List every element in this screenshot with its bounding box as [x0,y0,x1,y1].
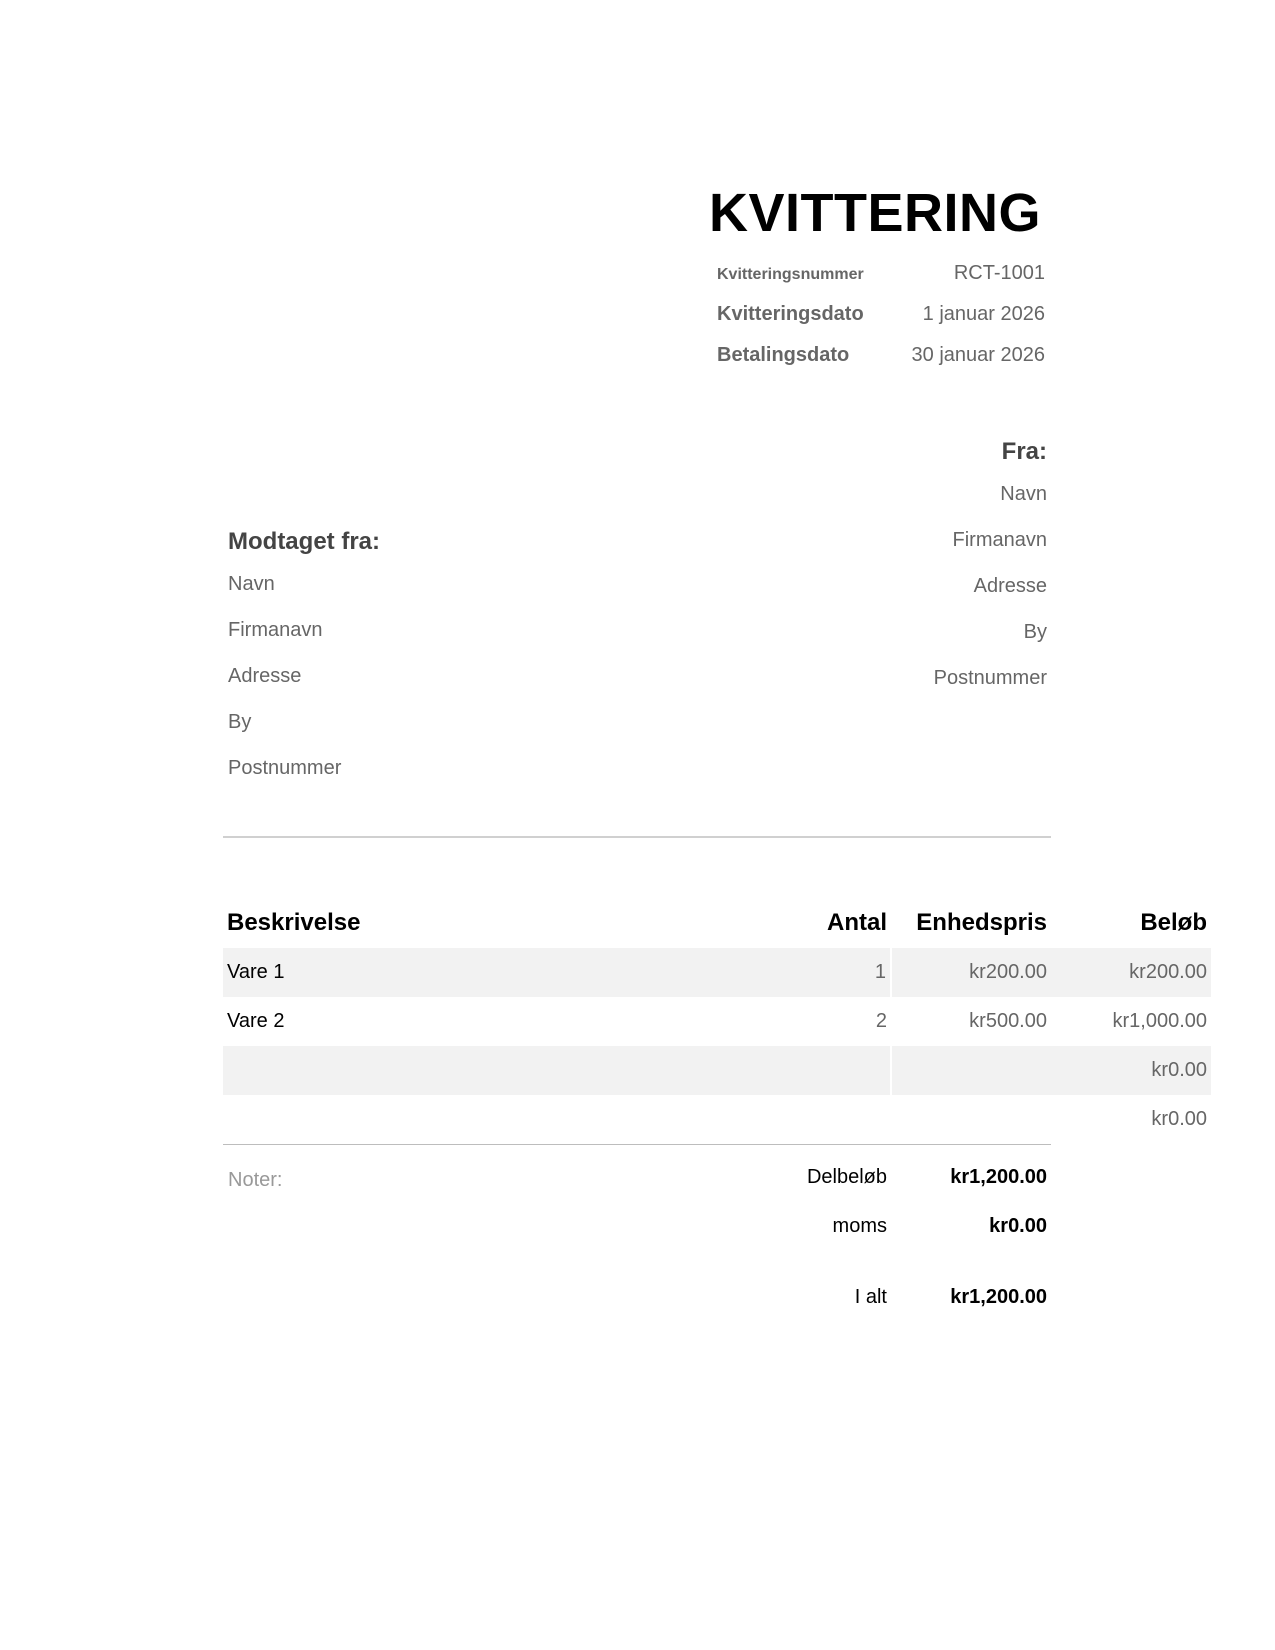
cell-amount: kr0.00 [1051,1046,1211,1095]
receipt-date-row [717,303,1045,344]
cell-amount: kr200.00 [1051,948,1211,997]
table-bottom-rule [223,1144,1051,1145]
cell-unit-price: kr500.00 [969,1010,1047,1032]
sender-title: Fra: [1001,438,1047,465]
recipient-city: By [228,711,252,733]
table-row [223,1095,1211,1144]
col-header-description: Beskrivelse [227,909,361,936]
receipt-number-label: Kvitteringsnummer [717,266,864,283]
sender-block [934,438,1047,710]
receipt-number-row [717,262,1045,303]
recipient-company: Firmanavn [228,619,323,641]
recipient-name: Navn [228,573,275,595]
totals-block [627,1166,1047,1335]
recipient-block [228,528,380,800]
recipient-postcode: Postnummer [228,757,342,779]
receipt-meta [717,262,1045,385]
cell-quantity: 2 [875,1010,887,1032]
subtotal-value: kr1,200.00 [950,1166,1047,1188]
receipt-date-label: Kvitteringsdato [717,303,864,325]
cell-unit-price [891,1046,1051,1095]
total-row [627,1286,1047,1335]
cell-unit-price: kr200.00 [891,948,1051,997]
col-header-quantity: Antal [827,909,887,936]
tax-value: kr0.00 [989,1215,1047,1237]
cell-amount: kr1,000.00 [1112,1010,1207,1032]
tax-row [627,1215,1047,1264]
recipient-address: Adresse [228,665,302,687]
col-header-unit-price: Enhedspris [916,909,1047,936]
table-row [223,997,1211,1046]
section-divider [223,836,1051,838]
cell-quantity: 1 [713,948,891,997]
table-header-row [223,898,1211,948]
table-row [223,948,1211,997]
receipt-number-value: RCT-1001 [953,262,1045,284]
tax-label: moms [832,1215,887,1237]
total-label: I alt [854,1286,887,1308]
total-value: kr1,200.00 [950,1286,1047,1308]
col-header-amount: Beløb [1140,909,1207,936]
cell-description [223,1046,713,1095]
payment-date-label: Betalingsdato [717,344,850,366]
cell-description: Vare 2 [227,1010,285,1032]
cell-description [223,1095,713,1144]
cell-quantity [713,1046,891,1095]
subtotal-row [627,1166,1047,1215]
line-items-table [223,898,1211,1144]
payment-date-value: 30 januar 2026 [911,344,1045,366]
document-title: KVITTERING [708,183,1041,243]
sender-city: By [1023,621,1047,643]
receipt-date-value: 1 januar 2026 [922,303,1045,325]
sender-name: Navn [1000,483,1047,505]
subtotal-label: Delbeløb [806,1166,887,1188]
payment-date-row [717,344,1045,385]
cell-unit-price [891,1095,1051,1144]
sender-postcode: Postnummer [933,667,1047,689]
recipient-title: Modtaget fra: [228,528,380,555]
cell-amount: kr0.00 [1151,1108,1207,1130]
cell-description: Vare 1 [223,948,713,997]
sender-company: Firmanavn [952,529,1047,551]
cell-quantity [713,1095,891,1144]
table-row [223,1046,1211,1095]
sender-address: Adresse [973,575,1047,597]
notes-label: Noter: [228,1169,283,1191]
